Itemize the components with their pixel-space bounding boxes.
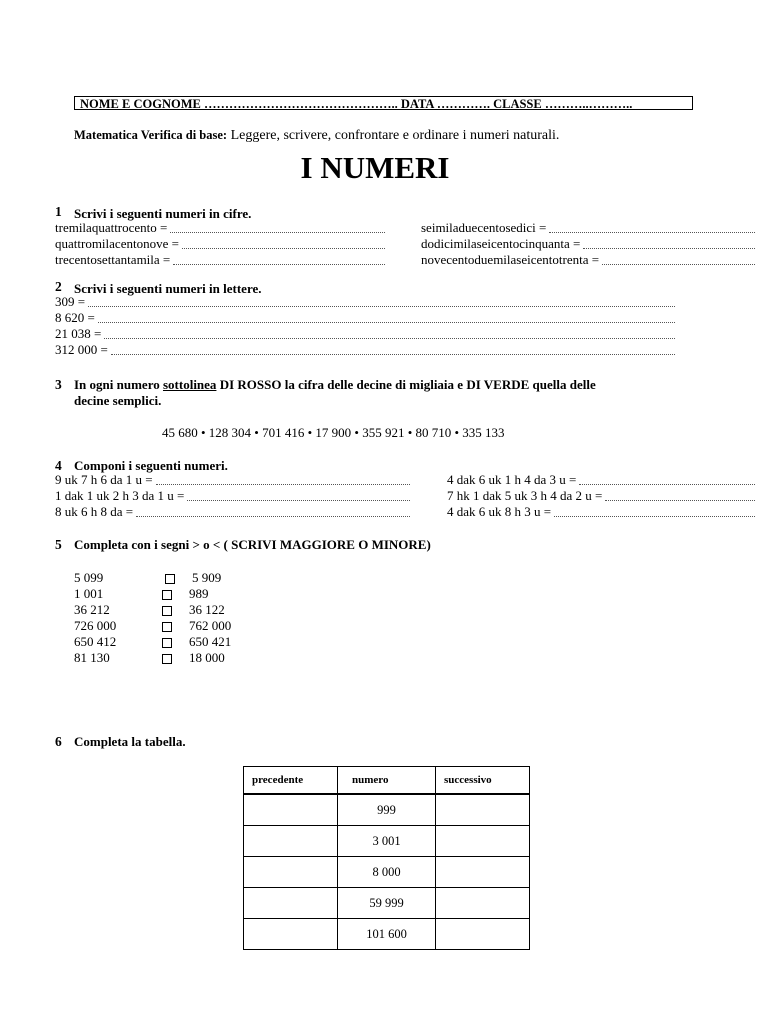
q4-left-column [55,472,410,520]
q1-line[interactable] [421,236,755,252]
q3-title-line1 [74,377,596,393]
answer-dots [583,247,755,249]
comparison-row [74,618,274,634]
checkbox-icon[interactable] [162,590,172,600]
answer-dots [104,337,675,339]
cell-precedente[interactable] [244,794,338,826]
q4-line[interactable] [55,488,410,504]
cell-successivo[interactable] [436,919,530,950]
q1-number: 1 [55,204,62,219]
answer-dots [549,231,755,233]
q1-line[interactable] [55,220,385,236]
comparison-right: 5 909 [192,570,222,585]
comparison-row [74,570,274,586]
q1-right-column [421,220,755,268]
cell-numero: 3 001 [338,826,436,857]
q4-prompt: 4 dak 6 uk 8 h 3 u = [447,504,552,519]
cell-precedente[interactable] [244,888,338,919]
answer-dots [156,483,410,485]
q1-prompt: dodicimilaseicentocinquanta = [421,236,581,251]
cell-numero: 101 600 [338,919,436,950]
q4-number: 4 [55,458,62,473]
header-precedente: precedente [244,767,338,795]
answer-dots [554,515,755,517]
q1-line[interactable] [55,252,385,268]
checkbox-icon[interactable] [162,606,172,616]
q3-title-line2: decine semplici. [74,393,162,408]
q5-number: 5 [55,537,62,552]
table-row [244,919,530,950]
q3-underlined-word: sottolinea [162,377,217,392]
q2-line[interactable] [55,326,675,342]
answer-dots [579,483,755,485]
q1-prompt: quattromilacentonove = [55,236,179,251]
answer-dots [182,247,385,249]
comparison-left: 81 130 [74,650,110,665]
q2-lines [55,294,675,358]
q4-line[interactable] [55,504,410,520]
q1-left-column [55,220,385,268]
q4-prompt: 8 uk 6 h 8 da = [55,504,134,519]
checkbox-icon[interactable] [162,654,172,664]
header-numero: numero [338,767,436,795]
q1-prompt: tremilaquattrocento = [55,220,168,235]
q3-text: In ogni numero [74,377,163,392]
q5-comparisons [74,570,274,666]
comparison-left: 726 000 [74,618,117,633]
comparison-left: 36 212 [74,602,110,617]
q2-prompt: 21 038 = [55,326,102,341]
checkbox-icon[interactable] [162,638,172,648]
comparison-row [74,650,274,666]
q2-prompt: 312 000 = [55,342,108,357]
q4-line[interactable] [447,504,755,520]
answer-dots [173,263,385,265]
answer-dots [98,321,675,323]
comparison-right: 989 [189,586,209,601]
answer-dots [136,515,410,517]
q4-line[interactable] [55,472,410,488]
q1-line[interactable] [55,236,385,252]
q6-title: Completa la tabella. [74,734,186,749]
q1-line[interactable] [421,220,755,236]
q2-prompt: 309 = [55,294,86,309]
comparison-left: 650 412 [74,634,117,649]
q4-title: Componi i seguenti numeri. [74,458,228,473]
cell-precedente[interactable] [244,826,338,857]
comparison-row [74,586,274,602]
q2-number: 2 [55,279,62,294]
checkbox-icon[interactable] [165,574,175,584]
table-row [244,826,530,857]
cell-successivo[interactable] [436,857,530,888]
q1-prompt: seimiladuecentosedici = [421,220,547,235]
q2-line[interactable] [55,342,675,358]
q4-right-column [447,472,755,520]
answer-dots [111,353,675,355]
q2-prompt: 8 620 = [55,310,95,325]
table-row [244,857,530,888]
checkbox-icon[interactable] [162,622,172,632]
comparison-right: 18 000 [189,650,225,665]
q6-number: 6 [55,734,62,749]
q1-prompt: novecentoduemilaseicentotrenta = [421,252,600,267]
q2-title: Scrivi i seguenti numeri in lettere. [74,281,262,296]
q1-prompt: trecentosettantamila = [55,252,171,267]
q1-title: Scrivi i seguenti numeri in cifre. [74,206,252,221]
q4-line[interactable] [447,472,755,488]
cell-precedente[interactable] [244,857,338,888]
cell-numero: 999 [338,794,436,826]
q2-line[interactable] [55,294,675,310]
comparison-row [74,602,274,618]
q3-number-list: 45 680 • 128 304 • 701 416 • 17 900 • 355 921 • 80 710 • 335 133 [162,425,505,440]
answer-dots [602,263,755,265]
answer-dots [170,231,385,233]
comparison-row [74,634,274,650]
q2-line[interactable] [55,310,675,326]
header-successivo: successivo [436,767,530,795]
page-title: I NUMERI [300,150,450,185]
table-row [244,888,530,919]
comparison-right: 762 000 [189,618,232,633]
q4-prompt: 4 dak 6 uk 1 h 4 da 3 u = [447,472,577,487]
q5-title: Completa con i segni > o < ( SCRIVI MAGGIORE O MINORE) [74,537,431,552]
cell-successivo[interactable] [436,826,530,857]
q1-line[interactable] [421,252,755,268]
cell-precedente[interactable] [244,919,338,950]
student-info-header: NOME E COGNOME ……………………………………….. DATA …………. CLASSE ………..……….. [74,96,693,110]
q3-text: DI ROSSO la cifra delle decine di migliaia e DI VERDE quella delle [216,377,596,392]
answer-dots [187,499,410,501]
subtitle [74,128,559,144]
cell-numero: 59 999 [338,888,436,919]
q4-prompt: 9 uk 7 h 6 da 1 u = [55,472,153,487]
cell-successivo[interactable] [436,888,530,919]
answer-dots [605,499,755,501]
table-header-row [244,767,530,795]
comparison-left: 5 099 [74,570,104,585]
q4-prompt: 1 dak 1 uk 2 h 3 da 1 u = [55,488,185,503]
subtitle-rest: Leggere, scrivere, confrontare e ordinare i numeri naturali. [227,128,560,143]
comparison-right: 650 421 [189,634,232,649]
q4-prompt: 7 hk 1 dak 5 uk 3 h 4 da 2 u = [447,488,603,503]
q3-number: 3 [55,377,62,392]
comparison-left: 1 001 [74,586,104,601]
table-row [244,794,530,826]
cell-successivo[interactable] [436,794,530,826]
answer-dots [88,305,675,307]
q4-line[interactable] [447,488,755,504]
comparison-right: 36 122 [189,602,225,617]
completion-table [243,766,530,950]
subtitle-lead: Matematica Verifica di base: [74,128,228,142]
cell-numero: 8 000 [338,857,436,888]
